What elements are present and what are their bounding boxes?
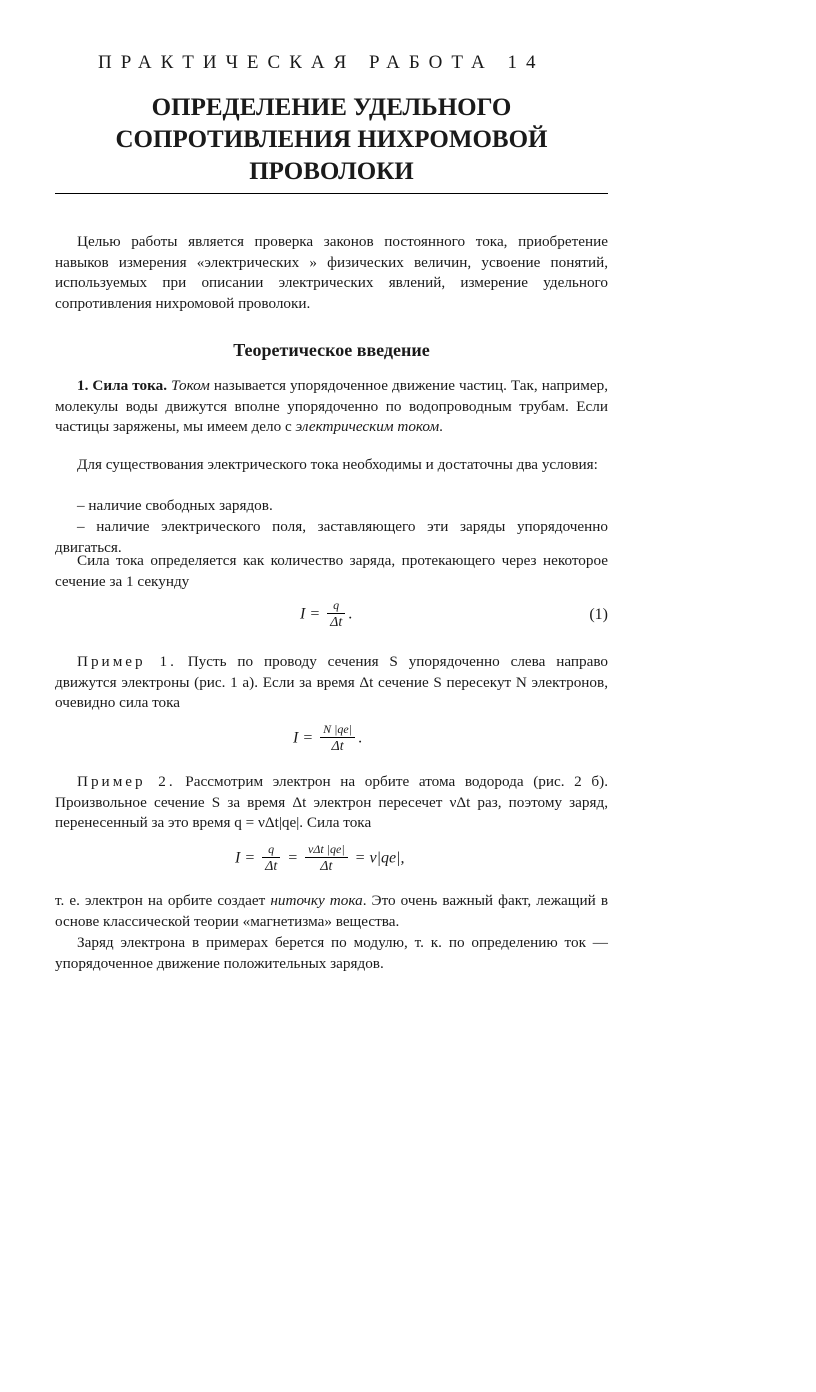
title-line-2: СОПРОТИВЛЕНИЯ НИХРОМОВОЙ — [115, 126, 548, 153]
eq3-fraction-2 — [305, 842, 348, 876]
section-heading: Теоретическое введение — [233, 340, 430, 360]
eq2-lhs: I = — [293, 729, 314, 747]
eq3-fraction-1 — [262, 842, 280, 876]
intro-paragraph: Целью работы является проверка законов постоянного тока, приобретение навыков измерения «электрических » физических величин, усвоение понятий, используемых при описании электрических явлений, измерение удельного сопротивления нихромовой проволоки. — [55, 233, 608, 312]
eq1-tail: . — [348, 605, 353, 623]
eq2-tail: . — [358, 729, 363, 747]
example1-label: Пример 1. — [77, 653, 177, 670]
eq2-fraction — [320, 722, 355, 756]
eq2-denominator: Δt — [331, 739, 344, 754]
example1-paragraph — [55, 652, 608, 714]
eq3-numerator-2: νΔt |qe| — [305, 842, 348, 858]
conclusion-term: ниточку тока — [270, 892, 363, 909]
eq1-fraction — [327, 598, 345, 632]
eq1-numerator: q — [327, 598, 345, 614]
title-line-3: ПРОВОЛОКИ — [249, 158, 414, 185]
eq3-denominator-2: Δt — [320, 859, 333, 874]
eq1-lhs: I = — [300, 605, 321, 623]
example2-text: Рассмотрим электрон на орбите атома водорода (рис. 2 б). Произвольное сечение S за время Δt электрон пересечет νΔt раз, поэтому заряд, перенесенный за это время q = νΔt|qe|. Сила тока — [55, 773, 608, 831]
item1-text2: . — [439, 418, 443, 435]
eq1-number: (1) — [589, 606, 608, 623]
condition-2: – наличие электрического поля, заставляющего эти заряды упорядоченно двигаться. — [55, 518, 608, 556]
item1-paragraph — [55, 376, 608, 438]
eq3-lhs: I = — [235, 849, 256, 867]
example2-label: Пример 2. — [77, 773, 176, 790]
eq3-equals: = — [287, 849, 299, 867]
item1-number: 1. Сила тока. — [77, 377, 168, 394]
page-title — [55, 92, 608, 188]
final-note-paragraph: Заряд электрона в примерах берется по модулю, т. к. по определению ток — упорядоченное движение положительных зарядов. — [55, 934, 608, 972]
condition-1: – наличие свободных зарядов. — [77, 497, 273, 514]
title-divider — [55, 193, 608, 194]
title-line-1: ОПРЕДЕЛЕНИЕ УДЕЛЬНОГО — [151, 94, 512, 121]
conditions-intro: Для существования электрического тока необходимы и достаточны два условия: — [77, 456, 598, 473]
eq3-numerator-1: q — [262, 842, 280, 858]
conclusion-paragraph — [55, 891, 608, 932]
running-header: ПРАКТИЧЕСКАЯ РАБОТА 14 — [98, 52, 545, 73]
eq3-denominator-1: Δt — [265, 859, 278, 874]
item1-term: Током — [171, 377, 210, 394]
eq3-tail: = ν|qe|, — [354, 849, 405, 867]
example1-text: Пусть по проводу сечения S упорядоченно слева направо движутся электроны (рис. 1 а). Если за время Δt сечение S пересекут N электронов, очевидно сила тока — [55, 653, 609, 711]
item1-text: называется упорядоченное движение частиц. Так, например, молекулы воды движутся вполне упорядоченно по водопроводным трубам. Если частицы заряжены, мы имеем дело с — [55, 377, 608, 435]
eq1-denominator: Δt — [330, 615, 343, 630]
conclusion-text-1: т. е. электрон на орбите создает — [55, 892, 271, 909]
example2-paragraph — [55, 772, 608, 834]
conclusion-text-2: . Это очень важный факт, лежащий в основе классической теории «магнетизма» вещества. — [55, 892, 608, 930]
item1-term2: электрическим током — [295, 418, 440, 435]
current-definition: Сила тока определяется как количество заряда, протекающего через некоторое сечение за 1 секунду — [55, 552, 608, 590]
eq2-numerator: N |qe| — [320, 722, 355, 738]
